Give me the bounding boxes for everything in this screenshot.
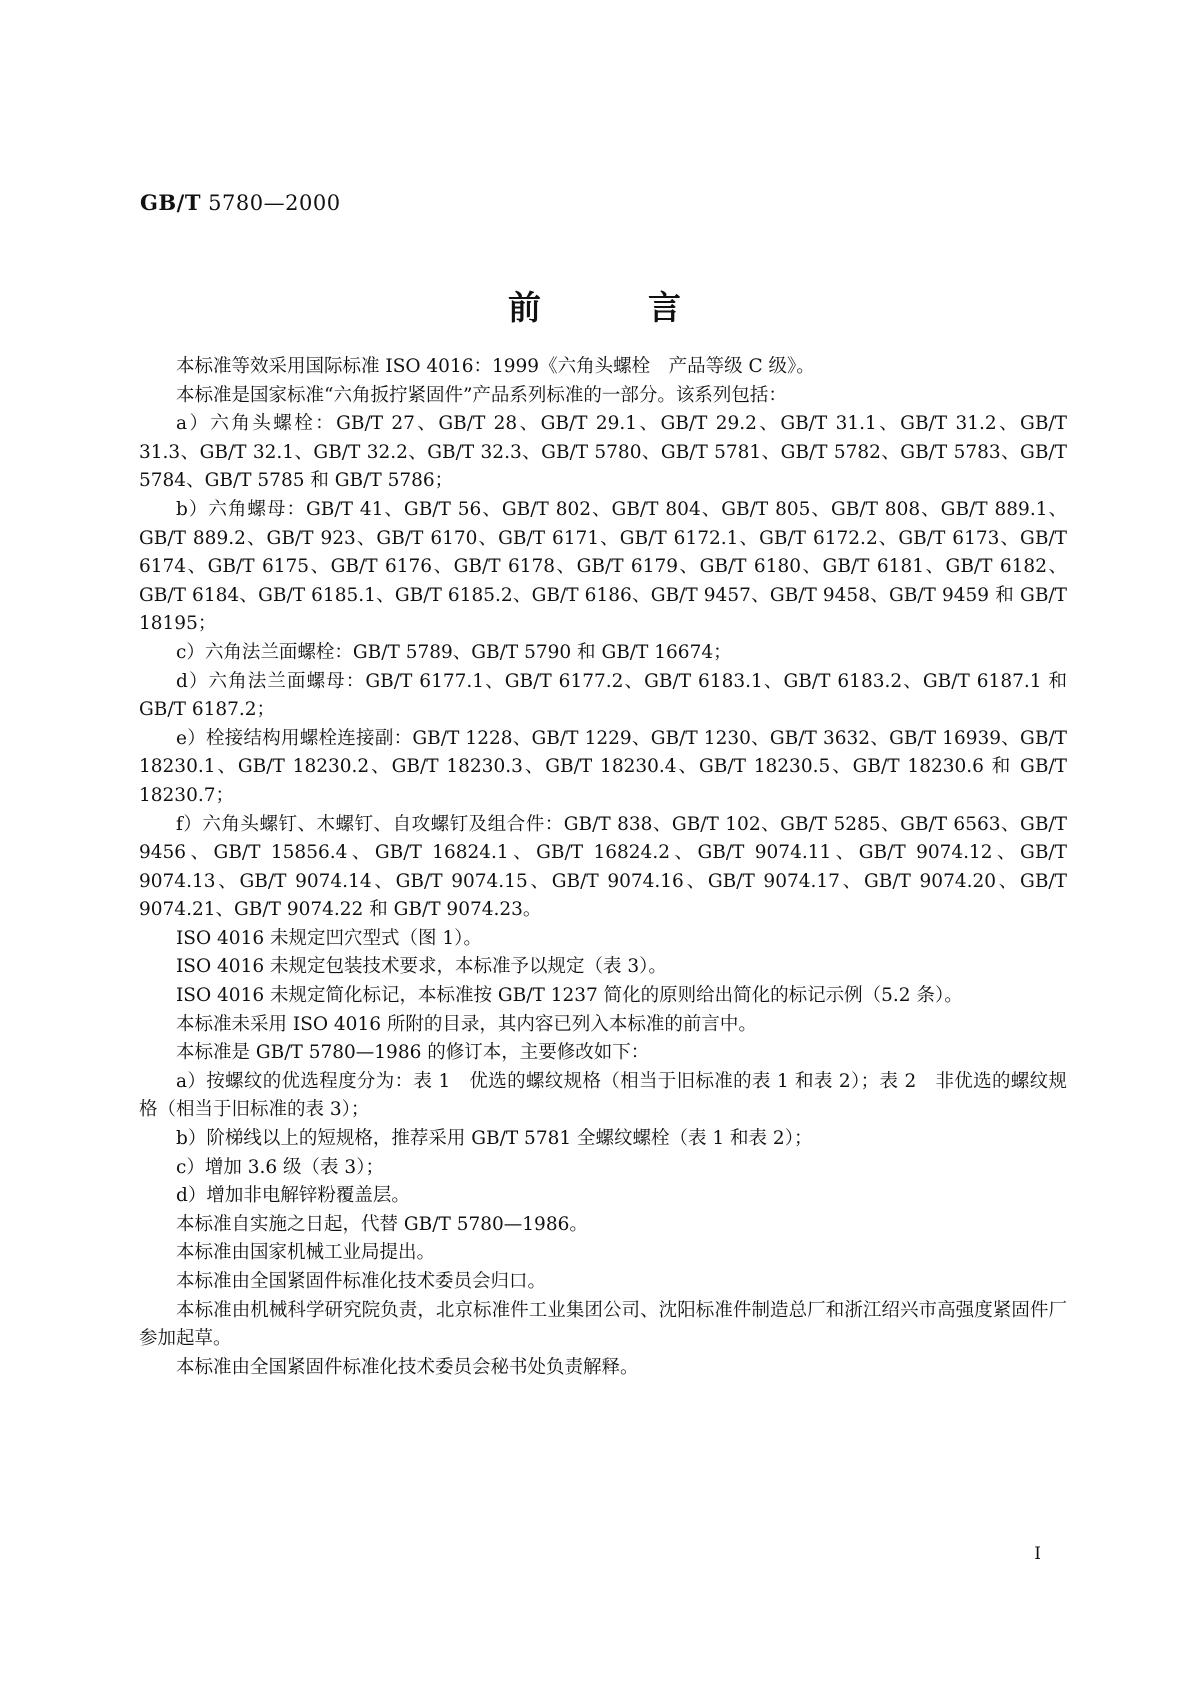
paragraph: 本标准等效采用国际标准 ISO 4016：1999《六角头螺栓 产品等级 C 级》。 <box>176 356 815 377</box>
page-number: I <box>1034 1544 1041 1564</box>
paragraph: c）六角法兰面螺栓：GB/T 5789、GB/T 5790 和 GB/T 16674； <box>176 641 732 663</box>
paragraph: 本标准由国家机械工业局提出。 <box>176 1242 436 1264</box>
paragraph: 本标准是国家标准“六角扳拧紧固件”产品系列标准的一部分。该系列包括： <box>176 384 787 406</box>
page-title: 前 言 <box>508 288 683 327</box>
paragraph: c）增加 3.6 级（表 3）； <box>176 1156 384 1178</box>
paragraph: 本标准自实施之日起，代替 GB/T 5780—1986。 <box>176 1213 588 1235</box>
paragraph: 本标准未采用 ISO 4016 所附的目录，其内容已列入本标准的前言中。 <box>176 1013 757 1035</box>
paragraph: f）六角头螺钉、木螺钉、自攻螺钉及组合件：GB/T 838、GB/T 102、GB/T 5285、GB/T 6563、GB/T 9456、GB/T 15856.4、GB/T 16824.1、GB/T 16824.2、GB/T 9074.11、GB/T 9074.12、GB/T 9074.13、GB/T 9074.14、GB/T 9074.15、GB/T 9074.16、GB/T 9074.17、GB/T 9074.20、GB/T 9074.21、GB/T 9074.22 和 GB/T 9074.23。 <box>139 813 1067 921</box>
paragraph: 本标准是 GB/T 5780—1986 的修订本，主要修改如下： <box>176 1042 650 1064</box>
paragraph: a）按螺纹的优选程度分为：表 1 优选的螺纹规格（相当于旧标准的表 1 和表 2）；表 2 非优选的螺纹规格（相当于旧标准的表 3）； <box>139 1070 1067 1121</box>
paragraph: 本标准由全国紧固件标准化技术委员会归口。 <box>176 1271 547 1292</box>
paragraph: e）栓接结构用螺栓连接副：GB/T 1228、GB/T 1229、GB/T 1230、GB/T 3632、GB/T 16939、GB/T 18230.1、GB/T 18230.2、GB/T 18230.3、GB/T 18230.4、GB/T 18230.5、GB/T 18230.6 和 GB/T 18230.7； <box>139 727 1067 806</box>
paragraph: d）六角法兰面螺母：GB/T 6177.1、GB/T 6177.2、GB/T 6183.1、GB/T 6183.2、GB/T 6187.1 和 GB/T 6187.2； <box>139 670 1067 721</box>
paragraph: a）六角头螺栓：GB/T 27、GB/T 28、GB/T 29.1、GB/T 29.2、GB/T 31.1、GB/T 31.2、GB/T 31.3、GB/T 32.1、GB/T 32.2、GB/T 32.3、GB/T 5780、GB/T 5781、GB/T 5782、GB/T 5783、GB/T 5784、GB/T 5785 和 GB/T 5786； <box>139 413 1067 492</box>
preface-body <box>139 353 1067 1382</box>
paragraph: b）六角螺母：GB/T 41、GB/T 56、GB/T 802、GB/T 804、GB/T 805、GB/T 808、GB/T 889.1、GB/T 889.2、GB/T 923、GB/T 6170、GB/T 6171、GB/T 6172.1、GB/T 6172.2、GB/T 6173、GB/T 6174、GB/T 6175、GB/T 6176、GB/T 6178、GB/T 6179、GB/T 6180、GB/T 6181、GB/T 6182、GB/T 6184、GB/T 6185.1、GB/T 6185.2、GB/T 6186、GB/T 9457、GB/T 9458、GB/T 9459 和 GB/T 18195； <box>139 498 1067 635</box>
paragraph: 本标准由全国紧固件标准化技术委员会秘书处负责解释。 <box>176 1356 639 1378</box>
paragraph: ISO 4016 未规定凹穴型式（图 1）。 <box>176 927 482 949</box>
paragraph: b）阶梯线以上的短规格，推荐采用 GB/T 5781 全螺纹螺栓（表 1 和表 2）； <box>176 1128 813 1150</box>
code-number: 5780—2000 <box>208 191 341 215</box>
paragraph: 本标准由机械科学研究院负责，北京标准件工业集团公司、沈阳标准件制造总厂和浙江绍兴市高强度紧固件厂参加起草。 <box>139 1299 1067 1350</box>
code-prefix: GB/T <box>140 190 201 215</box>
document-code <box>140 190 341 215</box>
paragraph: ISO 4016 未规定简化标记，本标准按 GB/T 1237 简化的原则给出简化的标记示例（5.2 条）。 <box>176 985 963 1007</box>
paragraph: ISO 4016 未规定包装技术要求，本标准予以规定（表 3）。 <box>176 956 667 978</box>
paragraph: d）增加非电解锌粉覆盖层。 <box>176 1185 410 1207</box>
